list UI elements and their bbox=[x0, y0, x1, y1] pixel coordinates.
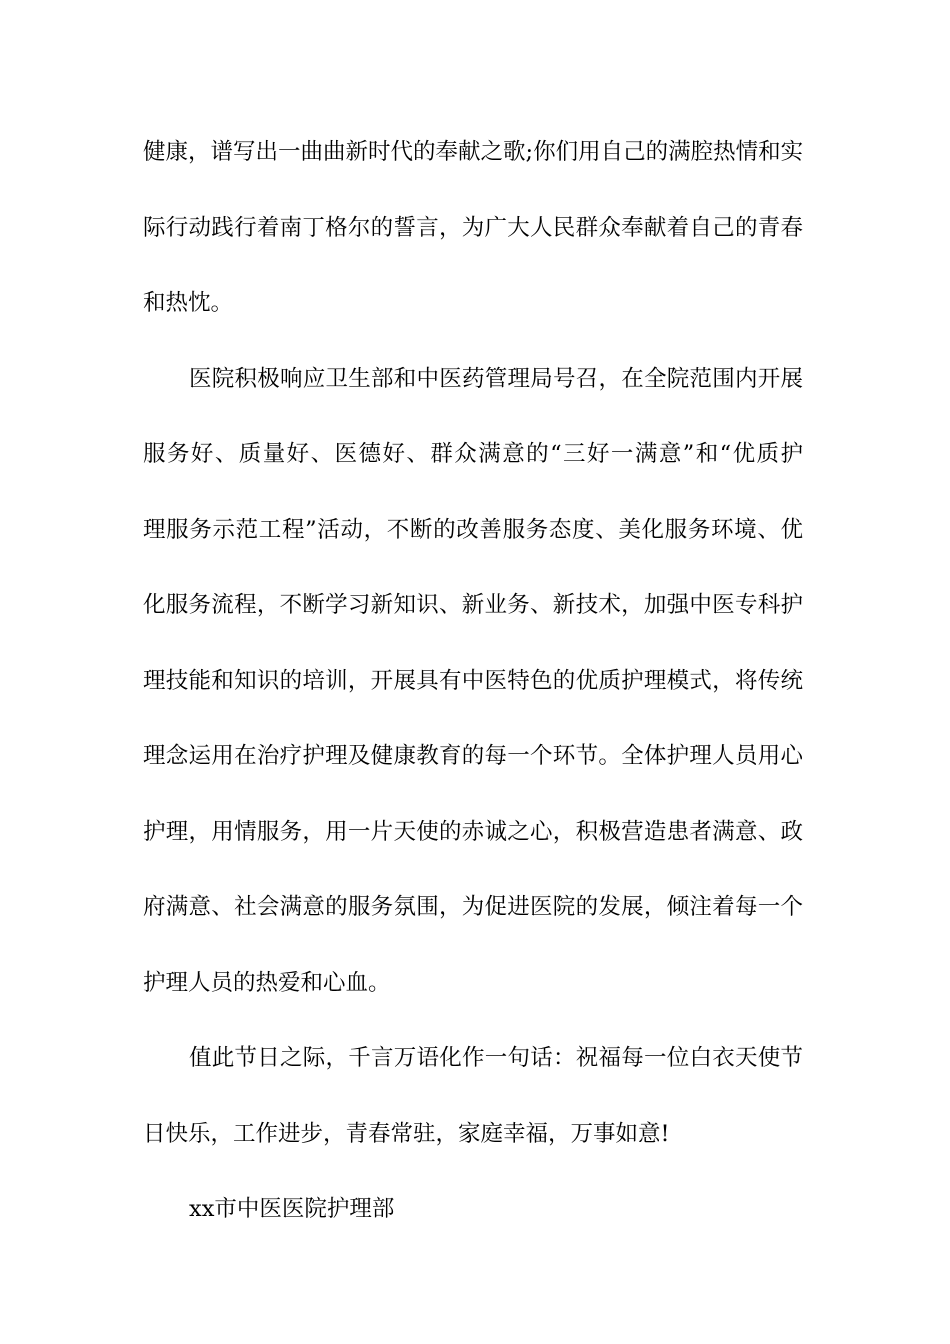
text-line: 化服务流程，不断学习新知识、新业务、新技术，加强中医专科护 bbox=[143, 592, 803, 618]
text-line: 理技能和知识的培训，开展具有中医特色的优质护理模式，将传统 bbox=[143, 667, 803, 694]
text-line: 府满意、社会满意的服务氛围，为促进医院的发展，倾注着每一个 bbox=[143, 894, 803, 920]
signature-line: xx市中医医院护理部 bbox=[189, 1196, 395, 1222]
text-line: 医院积极响应卫生部和中医药管理局号召，在全院范围内开展 bbox=[189, 365, 803, 392]
text-line: 服务好、质量好、医德好、群众满意的“三好一满意”和“优质护 bbox=[143, 441, 803, 467]
text-line: 护理人员的热爱和心血。 bbox=[143, 969, 391, 996]
paragraph-closing-fragment bbox=[143, 121, 803, 348]
text-line: 值此节日之际，千言万语化作一句话：祝福每一位白衣天使节 bbox=[189, 1045, 803, 1071]
text-line: 理服务示范工程”活动，不断的改善服务态度、美化服务环境、优 bbox=[143, 516, 803, 543]
paragraph-blessing bbox=[143, 1027, 803, 1178]
document-body bbox=[143, 121, 803, 1254]
text-line: 际行动践行着南丁格尔的誓言，为广大人民群众奉献着自己的青春 bbox=[143, 214, 803, 241]
text-line: 健康，谱写出一曲曲新时代的奉献之歌;你们用自己的满腔热情和实 bbox=[143, 139, 804, 165]
text-line: 理念运用在治疗护理及健康教育的每一个环节。全体护理人员用心 bbox=[143, 743, 803, 769]
text-line: 护理，用情服务，用一片天使的赤诚之心，积极营造患者满意、政 bbox=[143, 818, 803, 845]
text-line: 和热忱。 bbox=[143, 290, 234, 316]
paragraph-hospital-activities bbox=[143, 348, 803, 1028]
text-line: 日快乐，工作进步，青春常驻，家庭幸福，万事如意! bbox=[143, 1120, 670, 1147]
signature-paragraph bbox=[143, 1178, 803, 1254]
